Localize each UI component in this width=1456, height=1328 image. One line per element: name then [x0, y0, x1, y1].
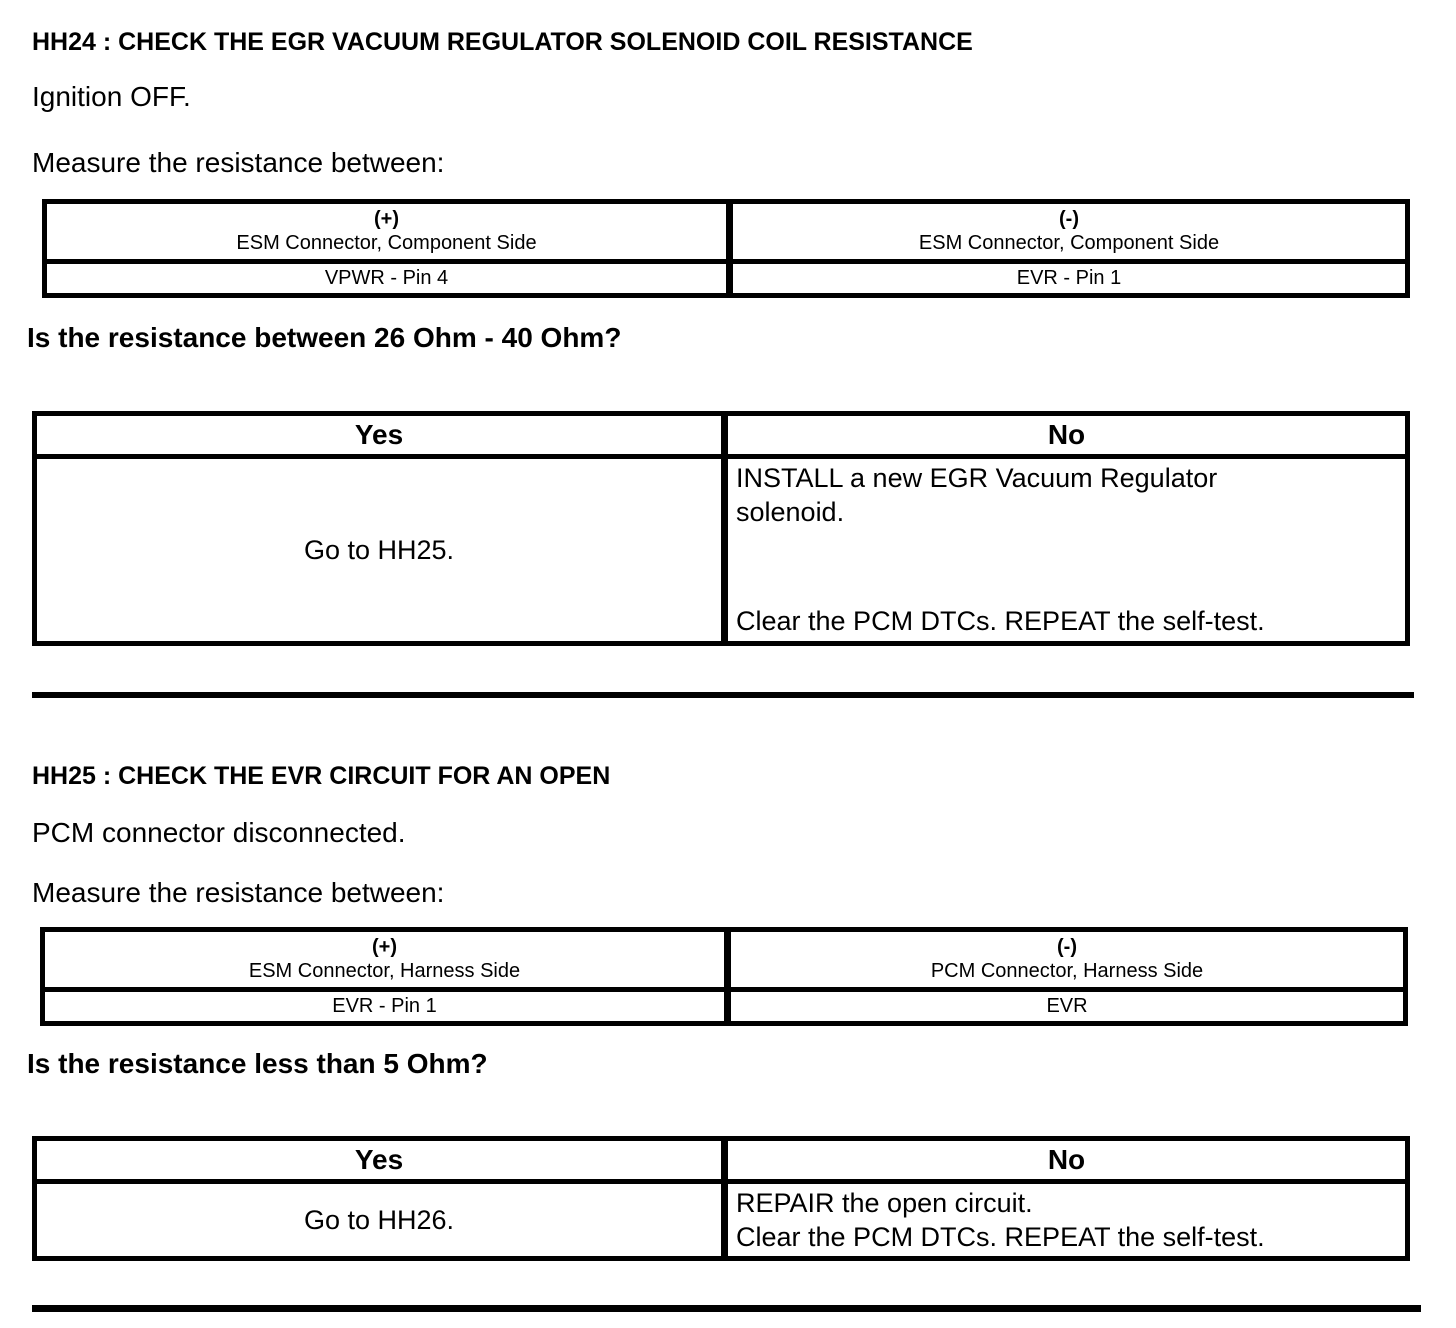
instruction-measure-resistance-2: Measure the resistance between:	[32, 876, 445, 908]
test-step-hh24	[27, 28, 1412, 698]
yes-action-cell	[37, 1184, 721, 1256]
negative-lead-header-cell	[724, 932, 1403, 987]
step-hh24-heading: HH24 : CHECK THE EGR VACUUM REGULATOR SOLENOID COIL RESISTANCE	[32, 28, 973, 56]
yes-action-text: Go to HH26.	[303, 1205, 455, 1236]
negative-lead-header-cell	[726, 204, 1405, 259]
question-resistance-threshold: Is the resistance less than 5 Ohm?	[27, 1047, 488, 1079]
no-column-header: No	[721, 1141, 1405, 1184]
measurement-points-table-hh24	[42, 199, 1410, 298]
test-step-hh25	[27, 761, 1412, 1313]
no-action-text-2: Clear the PCM DTCs. REPEAT the self-test.	[736, 605, 1265, 636]
decision-table-hh24	[32, 411, 1410, 646]
section-divider-rule	[32, 692, 1414, 698]
instruction-measure-resistance-1: Measure the resistance between:	[32, 147, 445, 179]
positive-lead-header-cell	[47, 204, 726, 259]
negative-polarity-label: (-)	[1059, 208, 1079, 231]
negative-pin-cell: EVR	[724, 987, 1403, 1021]
yes-action-cell	[37, 459, 721, 641]
negative-connector-label: ESM Connector, Component Side	[918, 232, 1220, 255]
no-action-text-1: INSTALL a new EGR Vacuum Regulator solenoid.	[736, 462, 1218, 527]
instruction-pcm-disconnected: PCM connector disconnected.	[32, 816, 406, 848]
yes-action-text: Go to HH25.	[303, 534, 455, 565]
positive-pin-cell: VPWR - Pin 4	[47, 259, 726, 293]
positive-lead-header-cell	[45, 932, 724, 987]
no-column-header: No	[721, 416, 1405, 459]
positive-connector-label: ESM Connector, Harness Side	[248, 959, 521, 982]
question-resistance-range: Is the resistance between 26 Ohm - 40 Ohm?	[27, 322, 622, 354]
positive-connector-label: ESM Connector, Component Side	[236, 232, 537, 255]
step-hh25-heading: HH25 : CHECK THE EVR CIRCUIT FOR AN OPEN	[32, 761, 611, 790]
positive-polarity-label: (+)	[372, 935, 397, 958]
no-action-cell	[721, 1184, 1405, 1256]
no-action-cell	[721, 459, 1405, 641]
negative-pin-cell: EVR - Pin 1	[726, 259, 1405, 293]
measurement-points-table-hh25	[40, 927, 1408, 1026]
negative-polarity-label: (-)	[1057, 935, 1077, 958]
negative-connector-label: PCM Connector, Harness Side	[930, 959, 1204, 982]
yes-column-header: Yes	[37, 416, 721, 459]
yes-column-header: Yes	[37, 1141, 721, 1184]
no-action-text-2: Clear the PCM DTCs. REPEAT the self-test.	[736, 1222, 1265, 1253]
no-action-text-1: REPAIR the open circuit.	[736, 1188, 1033, 1219]
positive-polarity-label: (+)	[374, 208, 399, 231]
instruction-ignition-off: Ignition OFF.	[32, 81, 191, 112]
page-end-rule	[32, 1305, 1421, 1312]
decision-table-hh25	[32, 1136, 1410, 1261]
positive-pin-cell: EVR - Pin 1	[45, 987, 724, 1021]
